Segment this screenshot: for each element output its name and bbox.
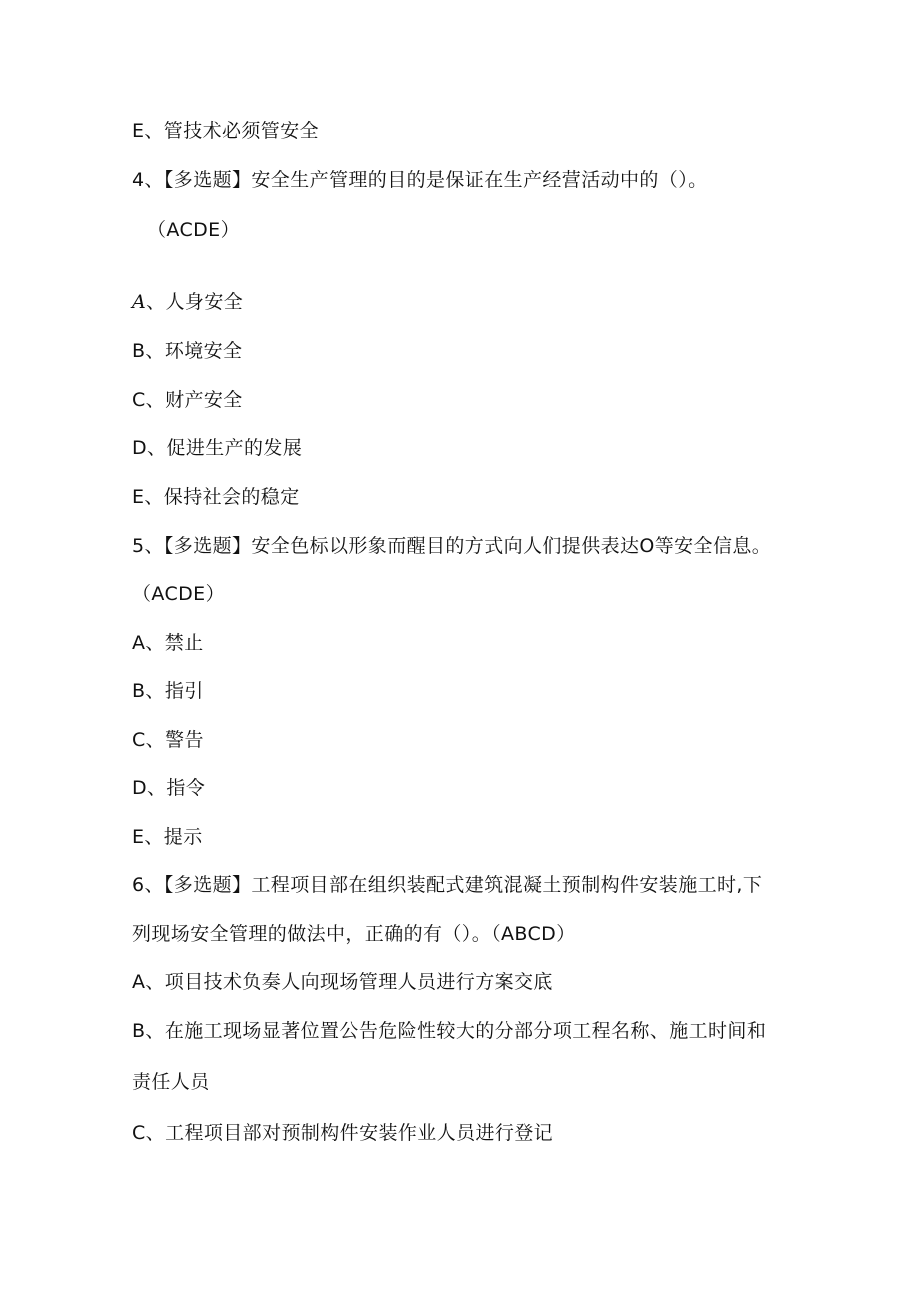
question-4-answer: （ACDE） — [147, 219, 240, 241]
option-a-text: 、人身安全 — [146, 291, 244, 313]
question-5-option-b: B、指引 — [132, 680, 204, 702]
question-5-answer: （ACDE） — [132, 583, 225, 605]
question-5-option-c: C、警告 — [132, 729, 204, 751]
question-4-option-a — [132, 290, 243, 314]
question-4-option-c: C、财产安全 — [132, 389, 243, 411]
question-6-option-b-line-2: 责任人员 — [132, 1071, 210, 1093]
question-4-stem: 4、【多选题】安全生产管理的目的是保证在生产经营活动中的（）。 — [132, 169, 708, 191]
option-a-letter: A — [132, 291, 147, 313]
question-5-stem: 5、【多选题】安全色标以形象而醒目的方式向人们提供表达O等安全信息。 — [132, 535, 772, 557]
question-6-option-c: C、工程项目部对预制构件安装作业人员进行登记 — [132, 1122, 554, 1144]
question-3-option-e: E、管技术必须管安全 — [132, 120, 320, 142]
question-4-option-e: E、保持社会的稳定 — [132, 486, 300, 508]
question-4-option-d: D、促进生产的发展 — [132, 437, 303, 459]
question-6-option-a: A、项目技术负奏人向现场管理人员进行方案交底 — [132, 971, 553, 993]
question-5-option-a: A、禁止 — [132, 632, 204, 654]
question-6-stem-line-1: 6、【多选题】工程项目部在组织装配式建筑混凝土预制构件安装施工时,下 — [132, 874, 763, 896]
question-4-option-b: B、环境安全 — [132, 340, 243, 362]
question-6-option-b-line-1: B、在施工现场显著位置公告危险性较大的分部分项工程名称、施工时间和 — [132, 1020, 767, 1042]
question-6-stem-line-2: 列现场安全管理的做法中，正确的有（）。（ABCD） — [132, 923, 576, 945]
question-5-option-d: D、指令 — [132, 777, 206, 799]
question-5-option-e: E、提示 — [132, 826, 203, 848]
